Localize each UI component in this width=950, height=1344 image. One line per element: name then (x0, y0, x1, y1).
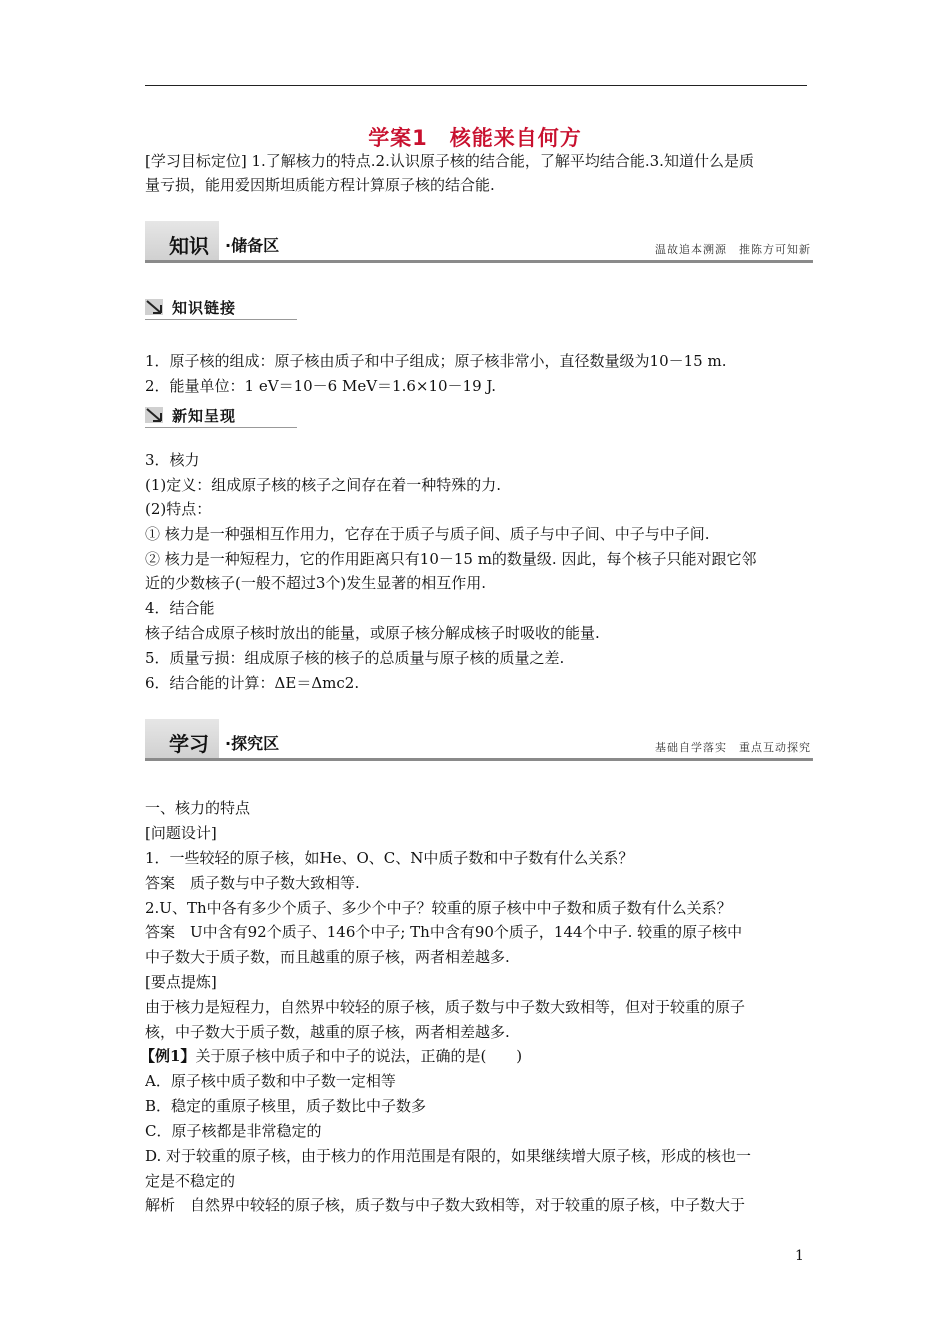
banner-motto: 基础自学落实 重点互动探究 (655, 741, 811, 754)
page-title: 学案1 核能来自何方 (368, 126, 582, 150)
body-line: 3．核力 (145, 451, 200, 469)
subheading-new-knowledge (145, 405, 297, 428)
analysis-line: 解析 自然界中较轻的原子核，质子数与中子数大致相等，对于较重的原子核，中子数大于 (145, 1196, 746, 1214)
banner-main-title: 知识 (169, 234, 209, 258)
subheading-label: 知识链接 (172, 299, 237, 317)
page-number: 1 (795, 1248, 804, 1264)
body-line: 答案 U中含有92个质子、146个中子; Th中含有90个质子，144个中子. 较重的原子核中 (145, 923, 743, 941)
body-line: 由于核力是短程力，自然界中较轻的原子核，质子数与中子数大致相等，但对于较重的原子 (145, 998, 746, 1016)
body-line: 答案 质子数与中子数大致相等. (145, 874, 360, 892)
body-line: ② 核力是一种短程力，它的作用距离只有10－15 m的数量级. 因此，每个核子只能对跟它邻 (145, 550, 757, 568)
banner-subtitle: ·储备区 (225, 236, 280, 255)
option-b: B．稳定的重原子核里，质子数比中子数多 (145, 1097, 427, 1115)
body-line: (2)特点： (145, 500, 212, 518)
option-d-continued: 定是不稳定的 (145, 1172, 236, 1190)
body-line: 5．质量亏损：组成原子核的核子的总质量与原子核的质量之差. (145, 649, 565, 667)
subheading-label: 新知呈现 (172, 407, 237, 425)
body-line: 一、核力的特点 (145, 799, 251, 817)
body-line: 核，中子数大于质子数，越重的原子核，两者相差越多. (145, 1023, 510, 1041)
option-c: C．原子核都是非常稳定的 (145, 1122, 322, 1140)
body-line: 1．一些较轻的原子核，如He、O、C、N中质子数和中子数有什么关系？ (145, 849, 634, 867)
body-line: 核子结合成原子核时放出的能量，或原子核分解成核子时吸收的能量. (145, 624, 600, 642)
learning-objectives-line: 量亏损，能用爱因斯坦质能方程计算原子核的结合能. (145, 176, 495, 194)
option-a: A．原子核中质子数和中子数一定相等 (145, 1072, 396, 1090)
banner-subtitle: ·探究区 (225, 734, 280, 753)
banner-motto: 温故追本溯源 推陈方可知新 (655, 243, 811, 256)
corner-arrow-icon (145, 299, 163, 315)
banner-rule (145, 260, 813, 263)
example-tag: 【例1】 (140, 1047, 196, 1065)
section-banner-explore (145, 719, 813, 761)
corner-arrow-icon (145, 407, 163, 423)
body-line: [问题设计] (145, 824, 217, 842)
example-question (140, 1045, 805, 1067)
body-line: [要点提炼] (145, 973, 217, 991)
banner-rule (145, 758, 813, 761)
body-line: 4．结合能 (145, 599, 215, 617)
body-line: 中子数大于质子数，而且越重的原子核，两者相差越多. (145, 948, 510, 966)
body-line: 6．结合能的计算：ΔE＝Δmc2. (145, 674, 360, 692)
banner-main-title: 学习 (169, 732, 209, 756)
body-line: ① 核力是一种强相互作用力，它存在于质子与质子间、质子与中子间、中子与中子间. (145, 525, 710, 543)
header-rule (145, 85, 807, 86)
body-line: 2.U、Th中各有多少个质子、多少个中子？较重的原子核中中子数和质子数有什么关系？ (145, 899, 732, 917)
body-line: 近的少数核子(一般不超过3个)发生显著的相互作用. (145, 574, 487, 592)
option-d: D. 对于较重的原子核，由于核力的作用范围是有限的，如果继续增大原子核，形成的核也一 (145, 1147, 752, 1165)
body-line: (1)定义：组成原子核的核子之间存在着一种特殊的力. (145, 476, 502, 494)
body-line: 2．能量单位：1 eV＝10－6 MeV＝1.6×10－19 J. (145, 377, 497, 395)
section-banner-knowledge (145, 221, 813, 263)
subheading-knowledge-links (145, 297, 297, 320)
learning-objectives-line: [学习目标定位] 1.了解核力的特点.2.认识原子核的结合能，了解平均结合能.3.知道什么是质 (145, 152, 754, 170)
body-line: 1．原子核的组成：原子核由质子和中子组成；原子核非常小，直径数量级为10－15 m. (145, 352, 727, 370)
example-question-text: 关于原子核中质子和中子的说法，正确的是( ) (195, 1047, 523, 1065)
